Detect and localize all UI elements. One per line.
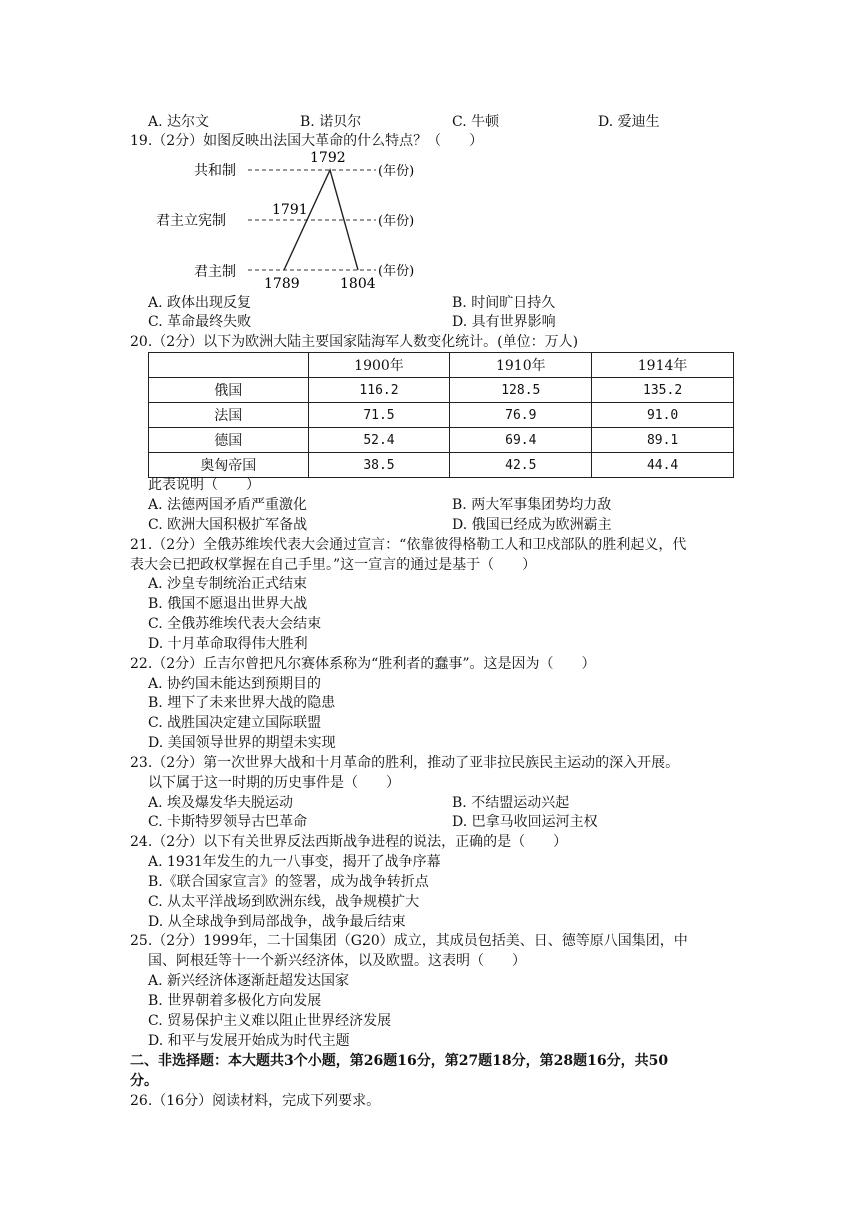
q19-option-c: C. 革命最终失败	[148, 314, 252, 330]
q20-option-b: B. 两大军事集团势均力敌	[452, 497, 612, 513]
value-cell: 76.9	[450, 403, 592, 428]
header-cell: 1910年	[450, 353, 592, 378]
value-cell: 44.4	[592, 453, 734, 478]
table-row	[149, 453, 734, 478]
q18-option-d: D. 爱迪生	[598, 114, 660, 130]
q22-option-d: D. 美国领导世界的期望未实现	[148, 735, 336, 751]
table-row	[149, 378, 734, 403]
q23-option-a: A. 埃及爆发华夫脱运动	[148, 795, 294, 811]
q24-option-a: A. 1931年发生的九一八事变，揭开了战争序幕	[148, 854, 441, 870]
table-row	[149, 403, 734, 428]
year-1789: 1789	[264, 276, 300, 292]
q21-option-a: A. 沙皇专制统治正式结束	[148, 576, 308, 592]
q21-option-d: D. 十月革命取得伟大胜利	[148, 636, 308, 652]
q22-option-a: A. 协约国未能达到预期目的	[148, 676, 322, 692]
table-row	[149, 428, 734, 453]
value-cell: 89.1	[592, 428, 734, 453]
q25-stem-line2: 国、阿根廷等十一个新兴经济体，以及欧盟。这表明（ ）	[148, 953, 526, 969]
header-cell: 1900年	[308, 353, 450, 378]
q25-option-d: D. 和平与发展开始成为时代主题	[148, 1033, 350, 1049]
value-cell: 42.5	[450, 453, 592, 478]
q21-option-b: B. 俄国不愿退出世界大战	[148, 596, 308, 612]
q18-option-a: A. 达尔文	[148, 114, 210, 130]
value-cell: 116.2	[308, 378, 450, 403]
country-cell: 俄国	[149, 378, 309, 403]
q19-regime-diagram	[156, 148, 440, 292]
q21-option-c: C. 全俄苏维埃代表大会结束	[148, 616, 322, 632]
country-cell: 法国	[149, 403, 309, 428]
level-constitutional-monarchy: 君主立宪制	[156, 213, 226, 229]
q22-stem: 22.（2分）丘吉尔曾把凡尔赛体系称为“胜利者的蠢事”。这是因为（ ）	[130, 656, 596, 672]
year-tag-constitutional: (年份)	[378, 214, 415, 229]
year-1792: 1792	[310, 150, 346, 166]
q21-stem-line2: 表大会已把政权掌握在自己手里。”这一宣言的通过是基于（ ）	[130, 557, 537, 573]
q19-option-a: A. 政体出现反复	[148, 295, 252, 311]
value-cell: 52.4	[308, 428, 450, 453]
country-cell: 德国	[149, 428, 309, 453]
header-cell	[149, 353, 309, 378]
q24-option-d: D. 从全球战争到局部战争，战争最后结束	[148, 914, 406, 930]
level-monarchy: 君主制	[194, 264, 236, 280]
value-cell: 71.5	[308, 403, 450, 428]
value-cell: 91.0	[592, 403, 734, 428]
value-cell: 69.4	[450, 428, 592, 453]
q20-option-a: A. 法德两国矛盾严重激化	[148, 497, 308, 513]
q24-stem: 24.（2分）以下有关世界反法西斯战争进程的说法，正确的是（ ）	[130, 834, 568, 850]
section2-heading-line1: 二、非选择题：本大题共3个小题，第26题16分，第27题18分，第28题16分，共50	[130, 1053, 669, 1069]
q20-option-c: C. 欧洲大国积极扩军备战	[148, 517, 308, 533]
year-tag-republic: (年份)	[378, 164, 415, 179]
q20-option-d: D. 俄国已经成为欧洲霸主	[452, 517, 612, 533]
q23-option-c: C. 卡斯特罗领导古巴革命	[148, 814, 308, 830]
value-cell: 38.5	[308, 453, 450, 478]
year-1804: 1804	[340, 276, 376, 292]
q20-after: 此表说明（ ）	[148, 477, 260, 493]
value-cell: 135.2	[592, 378, 734, 403]
table-header-row	[149, 353, 734, 378]
q22-option-c: C. 战胜国决定建立国际联盟	[148, 715, 322, 731]
q25-option-a: A. 新兴经济体逐渐赶超发达国家	[148, 973, 350, 989]
q20-stem: 20.（2分）以下为欧洲大陆主要国家陆海军人数变化统计。(单位：万人)	[130, 334, 579, 350]
year-tag-monarchy: (年份)	[378, 264, 415, 279]
q24-option-c: C. 从太平洋战场到欧洲东线，战争规模扩大	[148, 894, 420, 910]
value-cell: 128.5	[450, 378, 592, 403]
q25-option-c: C. 贸易保护主义难以阻止世界经济发展	[148, 1013, 392, 1029]
q22-option-b: B. 埋下了未来世界大战的隐患	[148, 695, 336, 711]
country-cell: 奥匈帝国	[149, 453, 309, 478]
q26-stem: 26.（16分）阅读材料，完成下列要求。	[130, 1093, 381, 1109]
q21-stem-line1: 21.（2分）全俄苏维埃代表大会通过宣言：“依靠彼得格勒工人和卫戍部队的胜利起义，代	[130, 537, 687, 553]
year-1791: 1791	[272, 202, 308, 218]
q23-option-d: D. 巴拿马收回运河主权	[452, 814, 598, 830]
q20-army-table	[148, 352, 734, 478]
q18-option-c: C. 牛顿	[452, 114, 500, 130]
q19-option-b: B. 时间旷日持久	[452, 295, 556, 311]
q23-option-b: B. 不结盟运动兴起	[452, 795, 570, 811]
q18-option-b: B. 诺贝尔	[300, 114, 362, 130]
q24-option-b: B.《联合国家宣言》的签署，成为战争转折点	[148, 874, 429, 890]
header-cell: 1914年	[592, 353, 734, 378]
q19-option-d: D. 具有世界影响	[452, 314, 556, 330]
section2-heading-line2: 分。	[130, 1073, 158, 1089]
q23-stem-line1: 23.（2分）第一次世界大战和十月革命的胜利，推动了亚非拉民族民主运动的深入开展。	[130, 755, 680, 771]
level-republic: 共和制	[194, 163, 236, 179]
q23-stem-line2: 以下属于这一时期的历史事件是（ ）	[148, 775, 400, 791]
q19-stem: 19.（2分）如图反映出法国大革命的什么特点？（ ）	[130, 133, 484, 149]
q25-option-b: B. 世界朝着多极化方向发展	[148, 993, 322, 1009]
q25-stem-line1: 25.（2分）1999年，二十国集团（G20）成立，其成员包括美、日、德等原八国集团，中	[130, 933, 688, 949]
